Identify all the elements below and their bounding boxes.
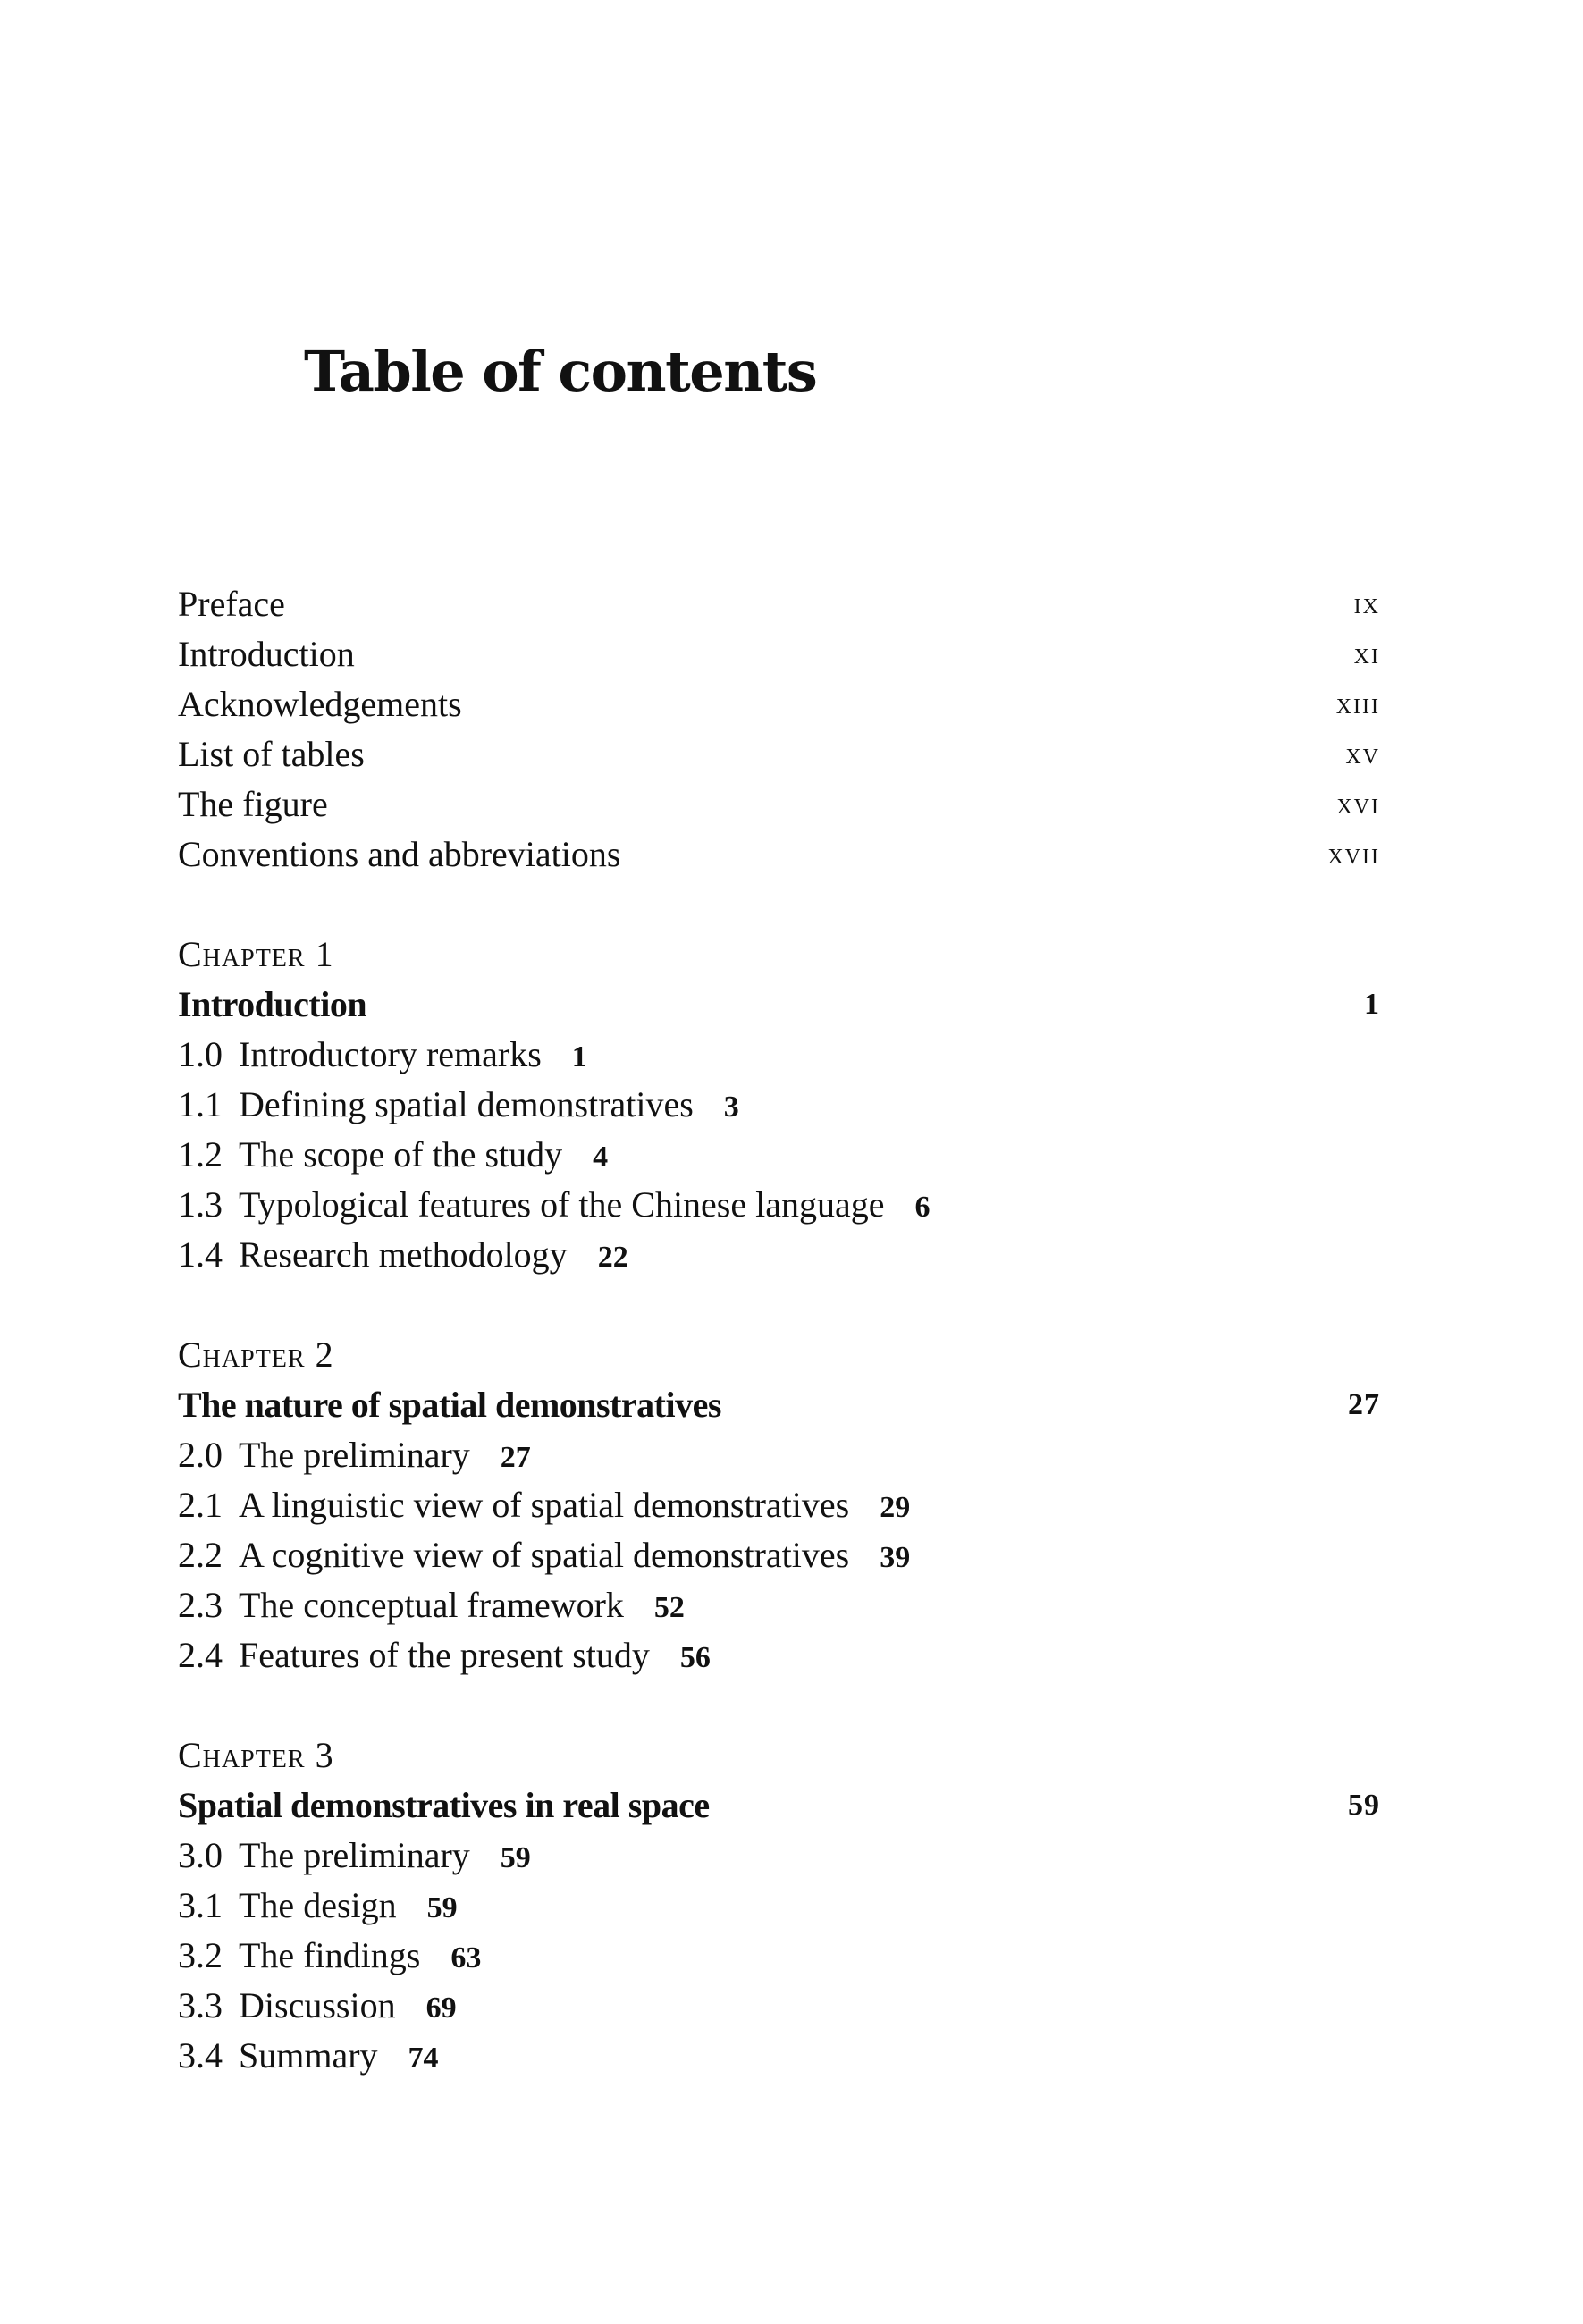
section-page: 56	[679, 1641, 711, 1674]
section-entry	[178, 1931, 1380, 1981]
section-page: 29	[880, 1491, 911, 1524]
section-label: Research methodology	[239, 1234, 568, 1275]
section-entry	[178, 1580, 1380, 1630]
chapter-title-row	[178, 1781, 1380, 1831]
toc-entry-page: xv	[1345, 737, 1380, 770]
toc-entry-page: xi	[1353, 637, 1380, 670]
section-entry	[178, 2031, 1380, 2081]
section-entry	[178, 1130, 1380, 1180]
section-page: 59	[500, 1841, 531, 1874]
front-matter-list	[178, 579, 1380, 880]
section-number: 2.3	[178, 1585, 223, 1625]
page-title: Table of contents	[304, 339, 817, 404]
section-label: The scope of the study	[239, 1134, 563, 1175]
section-number: 1.0	[178, 1034, 223, 1074]
section-page: 4	[593, 1141, 609, 1174]
section-entry	[178, 1230, 1380, 1280]
section-entry	[178, 1831, 1380, 1881]
chapter-page: 59	[1348, 1789, 1380, 1822]
section-label: Introductory remarks	[239, 1034, 542, 1074]
chapter-heading: Chapter 1	[178, 934, 334, 974]
toc-entry-label: Conventions and abbreviations	[178, 834, 621, 874]
section-entry	[178, 1430, 1380, 1480]
section-number: 1.3	[178, 1184, 223, 1225]
toc-entry-label: Preface	[178, 584, 285, 624]
section-number: 1.4	[178, 1234, 223, 1275]
toc-entry-label: The figure	[178, 784, 328, 824]
chapter-page: 1	[1364, 988, 1380, 1021]
chapter-title-row	[178, 980, 1380, 1030]
section-number: 1.1	[178, 1084, 223, 1124]
section-entry	[178, 1180, 1380, 1230]
section-entry	[178, 1881, 1380, 1931]
toc-entry-introduction	[178, 629, 1380, 679]
section-page: 39	[880, 1541, 911, 1574]
section-page: 1	[571, 1040, 587, 1074]
section-page: 52	[653, 1591, 685, 1624]
section-entry	[178, 1080, 1380, 1130]
section-page: 74	[408, 2042, 439, 2075]
chapter-title-row	[178, 1380, 1380, 1430]
toc-entry-page: xvi	[1336, 787, 1380, 821]
section-entry	[178, 1030, 1380, 1080]
toc-entry-acknowledgements	[178, 679, 1380, 729]
section-page: 59	[426, 1891, 458, 1924]
toc-entry-label: List of tables	[178, 734, 365, 774]
section-label: Typological features of the Chinese language	[239, 1184, 885, 1225]
section-number: 3.2	[178, 1935, 223, 1975]
section-page: 6	[914, 1191, 930, 1224]
section-label: Defining spatial demonstratives	[239, 1084, 694, 1124]
chapter-heading: Chapter 2	[178, 1335, 334, 1375]
section-entry	[178, 1530, 1380, 1580]
chapter-title: Spatial demonstratives in real space	[178, 1785, 710, 1825]
toc-entry-list-of-tables	[178, 729, 1380, 779]
section-number: 2.0	[178, 1435, 223, 1475]
chapter-1-block	[178, 930, 1380, 1280]
section-label: Features of the present study	[239, 1635, 650, 1675]
toc-entry-page: xvii	[1327, 838, 1380, 871]
toc-entry-page: ix	[1353, 587, 1380, 620]
chapter-2-block	[178, 1330, 1380, 1680]
chapter-heading: Chapter 3	[178, 1735, 334, 1775]
section-number: 3.1	[178, 1885, 223, 1925]
section-label: Summary	[239, 2035, 378, 2076]
section-label: A linguistic view of spatial demonstratives	[239, 1485, 850, 1525]
chapter-title: The nature of spatial demonstratives	[178, 1385, 721, 1425]
section-label: The conceptual framework	[239, 1585, 624, 1625]
section-page: 27	[500, 1441, 531, 1474]
section-page: 63	[450, 1941, 482, 1975]
section-page: 3	[723, 1090, 739, 1124]
chapter-title: Introduction	[178, 984, 367, 1024]
toc-entry-label: Acknowledgements	[178, 684, 462, 724]
section-number: 3.4	[178, 2035, 223, 2076]
table-of-contents	[178, 579, 1380, 2081]
section-number: 3.3	[178, 1985, 223, 2025]
toc-entry-the-figure	[178, 779, 1380, 829]
toc-entry-conventions	[178, 829, 1380, 880]
section-label: The findings	[239, 1935, 421, 1975]
section-entry	[178, 1630, 1380, 1680]
section-number: 2.4	[178, 1635, 223, 1675]
section-number: 1.2	[178, 1134, 223, 1175]
toc-entry-label: Introduction	[178, 634, 355, 674]
toc-entry-page: xiii	[1335, 687, 1380, 720]
section-label: The preliminary	[239, 1435, 470, 1475]
chapter-3-block	[178, 1730, 1380, 2081]
section-entry	[178, 1480, 1380, 1530]
section-number: 3.0	[178, 1835, 223, 1875]
section-label: Discussion	[239, 1985, 396, 2025]
section-page: 22	[597, 1241, 628, 1274]
section-number: 2.1	[178, 1485, 223, 1525]
section-entry	[178, 1981, 1380, 2031]
toc-entry-preface	[178, 579, 1380, 629]
chapter-page: 27	[1348, 1388, 1380, 1421]
section-label: The design	[239, 1885, 397, 1925]
section-label: A cognitive view of spatial demonstratives	[239, 1535, 850, 1575]
section-page: 69	[425, 1991, 457, 2025]
section-label: The preliminary	[239, 1835, 470, 1875]
section-number: 2.2	[178, 1535, 223, 1575]
